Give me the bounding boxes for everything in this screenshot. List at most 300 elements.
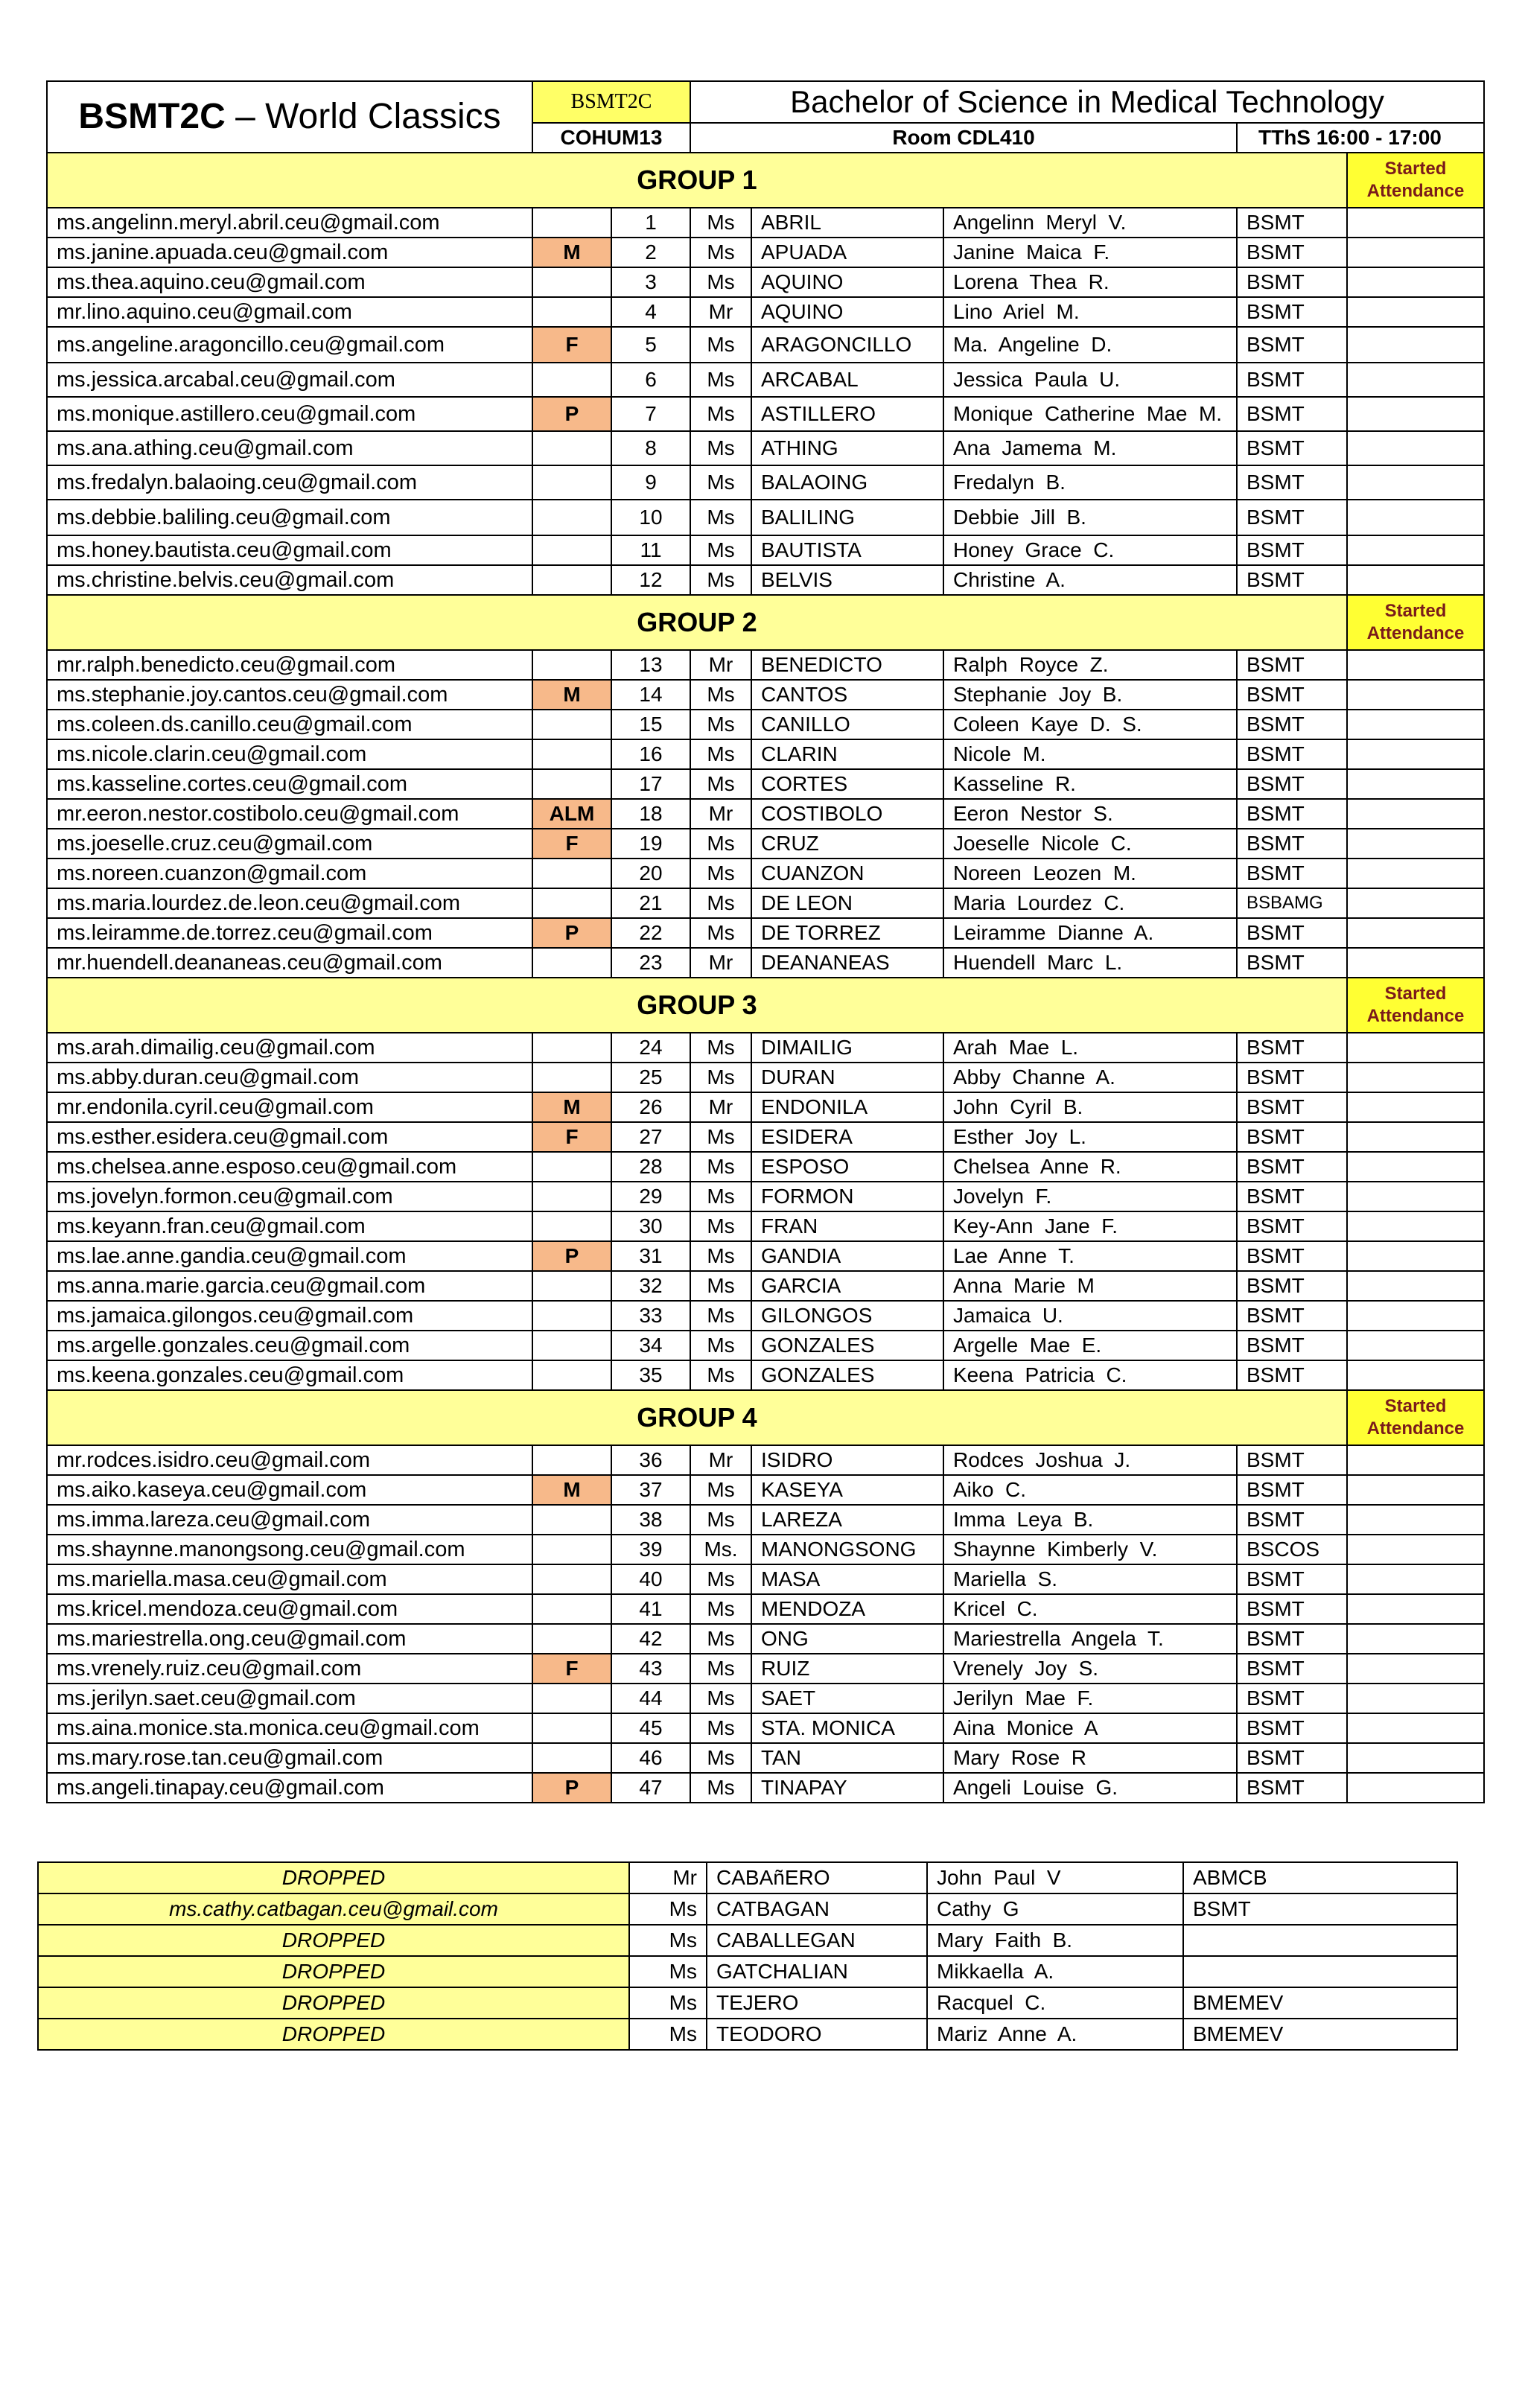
student-number: 13 bbox=[611, 650, 690, 680]
role-badge bbox=[532, 1535, 611, 1564]
student-row bbox=[47, 1331, 1484, 1360]
program-code: BSMT bbox=[1237, 1301, 1347, 1331]
student-row bbox=[47, 500, 1484, 535]
salutation: Ms bbox=[690, 327, 751, 363]
attendance-cell[interactable] bbox=[1347, 535, 1484, 565]
salutation: Ms bbox=[690, 1594, 751, 1624]
student-number: 26 bbox=[611, 1092, 690, 1122]
student-email[interactable]: ms.ana.athing.ceu@gmail.com bbox=[47, 431, 532, 465]
student-number: 44 bbox=[611, 1684, 690, 1713]
role-badge bbox=[532, 1743, 611, 1773]
attendance-cell[interactable] bbox=[1347, 650, 1484, 680]
salutation: Ms bbox=[690, 1654, 751, 1684]
first-name: Maria Lourdez C. bbox=[943, 888, 1237, 918]
first-name: Racquel C. bbox=[927, 1987, 1183, 2019]
last-name: AQUINO bbox=[751, 267, 943, 297]
first-name: Christine A. bbox=[943, 565, 1237, 595]
student-email[interactable]: mr.huendell.deananeas.ceu@gmail.com bbox=[47, 948, 532, 978]
student-number: 24 bbox=[611, 1033, 690, 1063]
first-name: Huendell Marc L. bbox=[943, 948, 1237, 978]
salutation: Ms bbox=[690, 1271, 751, 1301]
role-badge bbox=[532, 1564, 611, 1594]
attendance-cell[interactable] bbox=[1347, 829, 1484, 859]
group-header: GROUP 1 bbox=[47, 153, 1347, 208]
role-badge bbox=[532, 739, 611, 769]
first-name: Mariella S. bbox=[943, 1564, 1237, 1594]
student-number: 19 bbox=[611, 829, 690, 859]
salutation: Ms bbox=[690, 1122, 751, 1152]
salutation: Ms bbox=[690, 500, 751, 535]
attendance-cell[interactable] bbox=[1347, 1594, 1484, 1624]
first-name: Monique Catherine Mae M. bbox=[943, 397, 1237, 431]
first-name: Ralph Royce Z. bbox=[943, 650, 1237, 680]
first-name: Ma. Angeline D. bbox=[943, 327, 1237, 363]
salutation: Ms bbox=[690, 859, 751, 888]
dropped-students-table bbox=[37, 1861, 1458, 2051]
attendance-cell[interactable] bbox=[1347, 363, 1484, 397]
student-email[interactable]: ms.kasseline.cortes.ceu@gmail.com bbox=[47, 769, 532, 799]
student-email[interactable]: mr.ralph.benedicto.ceu@gmail.com bbox=[47, 650, 532, 680]
first-name: John Paul V bbox=[927, 1862, 1183, 1893]
salutation: Ms bbox=[690, 397, 751, 431]
attendance-cell[interactable] bbox=[1347, 327, 1484, 363]
salutation: Ms bbox=[690, 238, 751, 267]
student-email[interactable]: mr.eeron.nestor.costibolo.ceu@gmail.com bbox=[47, 799, 532, 829]
attendance-cell[interactable] bbox=[1347, 1241, 1484, 1271]
program-code: BSMT bbox=[1237, 1594, 1347, 1624]
student-email[interactable]: ms.argelle.gonzales.ceu@gmail.com bbox=[47, 1331, 532, 1360]
role-badge: M bbox=[532, 1475, 611, 1505]
student-row bbox=[47, 208, 1484, 238]
class-roster-table bbox=[46, 80, 1485, 1803]
first-name: Abby Channe A. bbox=[943, 1063, 1237, 1092]
student-row bbox=[47, 1271, 1484, 1301]
dropped-row bbox=[38, 1862, 1457, 1893]
program-title: Bachelor of Science in Medical Technology bbox=[690, 81, 1484, 123]
last-name: ARAGONCILLO bbox=[751, 327, 943, 363]
attendance-cell[interactable] bbox=[1347, 1360, 1484, 1390]
salutation: Mr bbox=[690, 1092, 751, 1122]
first-name: Mikkaella A. bbox=[927, 1956, 1183, 1987]
last-name: SAET bbox=[751, 1684, 943, 1713]
dropped-status: DROPPED bbox=[38, 2019, 629, 2050]
role-badge bbox=[532, 710, 611, 739]
last-name: ATHING bbox=[751, 431, 943, 465]
attendance-cell[interactable] bbox=[1347, 918, 1484, 948]
attendance-cell[interactable] bbox=[1347, 1445, 1484, 1475]
student-number: 43 bbox=[611, 1654, 690, 1684]
salutation: Mr bbox=[690, 1445, 751, 1475]
attendance-cell[interactable] bbox=[1347, 1033, 1484, 1063]
student-email[interactable]: ms.arah.dimailig.ceu@gmail.com bbox=[47, 1033, 532, 1063]
last-name: AQUINO bbox=[751, 297, 943, 327]
attendance-cell[interactable] bbox=[1347, 1684, 1484, 1713]
student-email[interactable]: ms.joeselle.cruz.ceu@gmail.com bbox=[47, 829, 532, 859]
last-name: BALAOING bbox=[751, 465, 943, 500]
student-row bbox=[47, 1360, 1484, 1390]
attendance-cell[interactable] bbox=[1347, 1271, 1484, 1301]
last-name: FORMON bbox=[751, 1182, 943, 1211]
role-badge bbox=[532, 1033, 611, 1063]
program-code: BSMT bbox=[1237, 1445, 1347, 1475]
student-number: 41 bbox=[611, 1594, 690, 1624]
student-email[interactable]: ms.abby.duran.ceu@gmail.com bbox=[47, 1063, 532, 1092]
student-email[interactable]: ms.janine.apuada.ceu@gmail.com bbox=[47, 238, 532, 267]
student-email[interactable]: ms.aina.monice.sta.monica.ceu@gmail.com bbox=[47, 1713, 532, 1743]
attendance-cell[interactable] bbox=[1347, 208, 1484, 238]
group-header: GROUP 3 bbox=[47, 978, 1347, 1033]
student-email[interactable]: ms.chelsea.anne.esposo.ceu@gmail.com bbox=[47, 1152, 532, 1182]
program-code: BSMT bbox=[1237, 948, 1347, 978]
student-row bbox=[47, 267, 1484, 297]
role-badge bbox=[532, 267, 611, 297]
student-number: 37 bbox=[611, 1475, 690, 1505]
student-row bbox=[47, 397, 1484, 431]
attendance-cell[interactable] bbox=[1347, 739, 1484, 769]
student-email[interactable]: ms.angelinn.meryl.abril.ceu@gmail.com bbox=[47, 208, 532, 238]
student-email[interactable]: ms.noreen.cuanzon@gmail.com bbox=[47, 859, 532, 888]
student-email[interactable]: ms.leiramme.de.torrez.ceu@gmail.com bbox=[47, 918, 532, 948]
role-badge bbox=[532, 465, 611, 500]
salutation: Ms. bbox=[690, 1535, 751, 1564]
program-code bbox=[1183, 1925, 1457, 1956]
student-email[interactable]: ms.imma.lareza.ceu@gmail.com bbox=[47, 1505, 532, 1535]
student-row bbox=[47, 1122, 1484, 1152]
attendance-cell[interactable] bbox=[1347, 267, 1484, 297]
first-name: Chelsea Anne R. bbox=[943, 1152, 1237, 1182]
attendance-cell[interactable] bbox=[1347, 1713, 1484, 1743]
student-row bbox=[47, 829, 1484, 859]
program-code: BSMT bbox=[1237, 918, 1347, 948]
attendance-cell[interactable] bbox=[1347, 431, 1484, 465]
attendance-cell[interactable] bbox=[1347, 680, 1484, 710]
last-name: CLARIN bbox=[751, 739, 943, 769]
student-email[interactable]: ms.debbie.baliling.ceu@gmail.com bbox=[47, 500, 532, 535]
role-badge bbox=[532, 363, 611, 397]
last-name: CANTOS bbox=[751, 680, 943, 710]
first-name: Coleen Kaye D. S. bbox=[943, 710, 1237, 739]
program-code: BSMT bbox=[1237, 799, 1347, 829]
student-row bbox=[47, 1241, 1484, 1271]
role-badge bbox=[532, 1505, 611, 1535]
student-row bbox=[47, 1684, 1484, 1713]
student-email[interactable]: ms.shaynne.manongsong.ceu@gmail.com bbox=[47, 1535, 532, 1564]
first-name: Key-Ann Jane F. bbox=[943, 1211, 1237, 1241]
student-email[interactable]: mr.lino.aquino.ceu@gmail.com bbox=[47, 297, 532, 327]
attendance-cell[interactable] bbox=[1347, 238, 1484, 267]
last-name: ASTILLERO bbox=[751, 397, 943, 431]
program-code: BSMT bbox=[1237, 769, 1347, 799]
last-name: ONG bbox=[751, 1624, 943, 1654]
attendance-cell[interactable] bbox=[1347, 397, 1484, 431]
student-number: 7 bbox=[611, 397, 690, 431]
first-name: Jamaica U. bbox=[943, 1301, 1237, 1331]
student-email[interactable]: ms.nicole.clarin.ceu@gmail.com bbox=[47, 739, 532, 769]
attendance-cell[interactable] bbox=[1347, 1301, 1484, 1331]
student-row bbox=[47, 465, 1484, 500]
attendance-cell[interactable] bbox=[1347, 1211, 1484, 1241]
first-name: Lae Anne T. bbox=[943, 1241, 1237, 1271]
first-name: Shaynne Kimberly V. bbox=[943, 1535, 1237, 1564]
attendance-cell[interactable] bbox=[1347, 1564, 1484, 1594]
salutation: Ms bbox=[690, 208, 751, 238]
last-name: MASA bbox=[751, 1564, 943, 1594]
first-name: John Cyril B. bbox=[943, 1092, 1237, 1122]
student-number: 22 bbox=[611, 918, 690, 948]
first-name: Mariestrella Angela T. bbox=[943, 1624, 1237, 1654]
program-code: BSMT bbox=[1237, 363, 1347, 397]
attendance-cell[interactable] bbox=[1347, 1654, 1484, 1684]
student-number: 18 bbox=[611, 799, 690, 829]
program-code: BSMT bbox=[1237, 397, 1347, 431]
student-email[interactable]: ms.kricel.mendoza.ceu@gmail.com bbox=[47, 1594, 532, 1624]
attendance-cell[interactable] bbox=[1347, 297, 1484, 327]
student-row bbox=[47, 1092, 1484, 1122]
last-name: ENDONILA bbox=[751, 1092, 943, 1122]
student-row bbox=[47, 535, 1484, 565]
salutation: Ms bbox=[690, 1331, 751, 1360]
student-number: 10 bbox=[611, 500, 690, 535]
salutation: Ms bbox=[690, 1211, 751, 1241]
student-email[interactable]: ms.honey.bautista.ceu@gmail.com bbox=[47, 535, 532, 565]
last-name: TAN bbox=[751, 1743, 943, 1773]
role-badge bbox=[532, 1684, 611, 1713]
last-name: TINAPAY bbox=[751, 1773, 943, 1803]
student-email[interactable]: ms.angeline.aragoncillo.ceu@gmail.com bbox=[47, 327, 532, 363]
student-email[interactable]: ms.jerilyn.saet.ceu@gmail.com bbox=[47, 1684, 532, 1713]
student-row bbox=[47, 238, 1484, 267]
role-badge bbox=[532, 297, 611, 327]
student-row bbox=[47, 859, 1484, 888]
student-row bbox=[47, 1594, 1484, 1624]
role-badge bbox=[532, 565, 611, 595]
dropped-row bbox=[38, 1893, 1457, 1925]
attendance-cell[interactable] bbox=[1347, 769, 1484, 799]
attendance-cell[interactable] bbox=[1347, 565, 1484, 595]
last-name: DE LEON bbox=[751, 888, 943, 918]
student-row bbox=[47, 327, 1484, 363]
attendance-cell[interactable] bbox=[1347, 465, 1484, 500]
student-email[interactable]: ms.fredalyn.balaoing.ceu@gmail.com bbox=[47, 465, 532, 500]
student-email[interactable]: mr.rodces.isidro.ceu@gmail.com bbox=[47, 1445, 532, 1475]
attendance-cell[interactable] bbox=[1347, 710, 1484, 739]
attendance-cell[interactable] bbox=[1347, 1331, 1484, 1360]
program-code: BSMT bbox=[1237, 327, 1347, 363]
page-title: BSMT2C – World Classics bbox=[47, 81, 532, 153]
salutation: Ms bbox=[690, 1475, 751, 1505]
last-name: GONZALES bbox=[751, 1331, 943, 1360]
last-name: ARCABAL bbox=[751, 363, 943, 397]
first-name: Rodces Joshua J. bbox=[943, 1445, 1237, 1475]
first-name: Janine Maica F. bbox=[943, 238, 1237, 267]
attendance-cell[interactable] bbox=[1347, 1743, 1484, 1773]
program-code: BSCOS bbox=[1237, 1535, 1347, 1564]
first-name: Stephanie Joy B. bbox=[943, 680, 1237, 710]
student-row bbox=[47, 1063, 1484, 1092]
role-badge: M bbox=[532, 238, 611, 267]
attendance-cell[interactable] bbox=[1347, 1063, 1484, 1092]
student-email[interactable]: ms.keena.gonzales.ceu@gmail.com bbox=[47, 1360, 532, 1390]
program-code: BMEMEV bbox=[1183, 1987, 1457, 2019]
first-name: Leiramme Dianne A. bbox=[943, 918, 1237, 948]
salutation: Ms bbox=[690, 1033, 751, 1063]
student-email[interactable]: ms.aiko.kaseya.ceu@gmail.com bbox=[47, 1475, 532, 1505]
room: Room CDL410 bbox=[690, 123, 1237, 153]
student-row bbox=[47, 1445, 1484, 1475]
student-row bbox=[47, 680, 1484, 710]
group-header: GROUP 4 bbox=[47, 1390, 1347, 1445]
salutation: Ms bbox=[690, 918, 751, 948]
role-badge bbox=[532, 1445, 611, 1475]
student-number: 38 bbox=[611, 1505, 690, 1535]
first-name: Angelinn Meryl V. bbox=[943, 208, 1237, 238]
student-number: 35 bbox=[611, 1360, 690, 1390]
salutation: Ms bbox=[690, 535, 751, 565]
attendance-cell[interactable] bbox=[1347, 799, 1484, 829]
last-name: ISIDRO bbox=[751, 1445, 943, 1475]
student-number: 40 bbox=[611, 1564, 690, 1594]
student-number: 25 bbox=[611, 1063, 690, 1092]
attendance-cell[interactable] bbox=[1347, 1122, 1484, 1152]
program-code: BSMT bbox=[1237, 297, 1347, 327]
student-row bbox=[47, 710, 1484, 739]
student-row bbox=[47, 739, 1484, 769]
attendance-cell[interactable] bbox=[1347, 888, 1484, 918]
first-name: Arah Mae L. bbox=[943, 1033, 1237, 1063]
attendance-cell[interactable] bbox=[1347, 500, 1484, 535]
role-badge: P bbox=[532, 918, 611, 948]
attendance-cell[interactable] bbox=[1347, 1535, 1484, 1564]
role-badge bbox=[532, 535, 611, 565]
program-code: BSMT bbox=[1237, 1743, 1347, 1773]
program-code: ABMCB bbox=[1183, 1862, 1457, 1893]
program-code: BSMT bbox=[1237, 710, 1347, 739]
last-name: BENEDICTO bbox=[751, 650, 943, 680]
last-name: ABRIL bbox=[751, 208, 943, 238]
role-badge: F bbox=[532, 1654, 611, 1684]
salutation: Ms bbox=[690, 565, 751, 595]
student-email[interactable]: ms.lae.anne.gandia.ceu@gmail.com bbox=[47, 1241, 532, 1271]
attendance-cell[interactable] bbox=[1347, 1092, 1484, 1122]
dropped-row bbox=[38, 2019, 1457, 2050]
last-name: ESPOSO bbox=[751, 1152, 943, 1182]
first-name: Anna Marie M bbox=[943, 1271, 1237, 1301]
program-code: BSMT bbox=[1237, 859, 1347, 888]
section-code: BSMT2C bbox=[532, 81, 690, 123]
attendance-cell[interactable] bbox=[1347, 1475, 1484, 1505]
started-attendance-label: Started Attendance bbox=[1347, 978, 1484, 1033]
attendance-cell[interactable] bbox=[1347, 1624, 1484, 1654]
dropped-status: DROPPED bbox=[38, 1862, 629, 1893]
role-badge bbox=[532, 1211, 611, 1241]
attendance-cell[interactable] bbox=[1347, 1505, 1484, 1535]
student-email[interactable]: mr.endonila.cyril.ceu@gmail.com bbox=[47, 1092, 532, 1122]
last-name: MENDOZA bbox=[751, 1594, 943, 1624]
student-email[interactable]: ms.keyann.fran.ceu@gmail.com bbox=[47, 1211, 532, 1241]
dropped-row bbox=[38, 1925, 1457, 1956]
first-name: Nicole M. bbox=[943, 739, 1237, 769]
student-email[interactable]: ms.jovelyn.formon.ceu@gmail.com bbox=[47, 1182, 532, 1211]
student-email[interactable]: ms.christine.belvis.ceu@gmail.com bbox=[47, 565, 532, 595]
program-code: BSMT bbox=[1237, 1152, 1347, 1182]
student-email[interactable]: ms.anna.marie.garcia.ceu@gmail.com bbox=[47, 1271, 532, 1301]
last-name: CABAñERO bbox=[707, 1862, 927, 1893]
program-code: BSMT bbox=[1237, 1331, 1347, 1360]
attendance-cell[interactable] bbox=[1347, 1773, 1484, 1803]
attendance-cell[interactable] bbox=[1347, 1182, 1484, 1211]
student-email[interactable]: ms.mariestrella.ong.ceu@gmail.com bbox=[47, 1624, 532, 1654]
student-email[interactable]: ms.thea.aquino.ceu@gmail.com bbox=[47, 267, 532, 297]
salutation: Ms bbox=[690, 431, 751, 465]
salutation: Ms bbox=[690, 829, 751, 859]
last-name: DURAN bbox=[751, 1063, 943, 1092]
first-name: Mary Faith B. bbox=[927, 1925, 1183, 1956]
student-number: 1 bbox=[611, 208, 690, 238]
salutation: Ms bbox=[629, 1987, 707, 2019]
program-code: BSMT bbox=[1237, 267, 1347, 297]
student-number: 16 bbox=[611, 739, 690, 769]
role-badge bbox=[532, 1152, 611, 1182]
first-name: Imma Leya B. bbox=[943, 1505, 1237, 1535]
student-row bbox=[47, 948, 1484, 978]
student-number: 2 bbox=[611, 238, 690, 267]
student-email[interactable]: ms.mariella.masa.ceu@gmail.com bbox=[47, 1564, 532, 1594]
role-badge: ALM bbox=[532, 799, 611, 829]
student-email[interactable]: ms.jessica.arcabal.ceu@gmail.com bbox=[47, 363, 532, 397]
attendance-cell[interactable] bbox=[1347, 859, 1484, 888]
student-number: 34 bbox=[611, 1331, 690, 1360]
started-attendance-label: Started Attendance bbox=[1347, 153, 1484, 208]
program-code: BSMT bbox=[1237, 1684, 1347, 1713]
program-code: BSMT bbox=[1183, 1893, 1457, 1925]
student-email[interactable]: ms.angeli.tinapay.ceu@gmail.com bbox=[47, 1773, 532, 1803]
role-badge bbox=[532, 650, 611, 680]
schedule: TThS 16:00 - 17:00 bbox=[1237, 123, 1484, 153]
student-email[interactable]: ms.monique.astillero.ceu@gmail.com bbox=[47, 397, 532, 431]
student-email[interactable]: ms.stephanie.joy.cantos.ceu@gmail.com bbox=[47, 680, 532, 710]
attendance-cell[interactable] bbox=[1347, 1152, 1484, 1182]
student-number: 5 bbox=[611, 327, 690, 363]
program-code: BMEMEV bbox=[1183, 2019, 1457, 2050]
program-code: BSMT bbox=[1237, 1122, 1347, 1152]
student-row bbox=[47, 888, 1484, 918]
student-row bbox=[47, 1182, 1484, 1211]
program-code: BSMT bbox=[1237, 1624, 1347, 1654]
last-name: DE TORREZ bbox=[751, 918, 943, 948]
student-number: 45 bbox=[611, 1713, 690, 1743]
role-badge bbox=[532, 859, 611, 888]
salutation: Ms bbox=[690, 1241, 751, 1271]
attendance-cell[interactable] bbox=[1347, 948, 1484, 978]
student-email[interactable]: ms.maria.lourdez.de.leon.ceu@gmail.com bbox=[47, 888, 532, 918]
student-number: 36 bbox=[611, 1445, 690, 1475]
student-email[interactable]: ms.vrenely.ruiz.ceu@gmail.com bbox=[47, 1654, 532, 1684]
student-email[interactable]: ms.mary.rose.tan.ceu@gmail.com bbox=[47, 1743, 532, 1773]
student-number: 11 bbox=[611, 535, 690, 565]
student-email[interactable]: ms.esther.esidera.ceu@gmail.com bbox=[47, 1122, 532, 1152]
dropped-row bbox=[38, 1987, 1457, 2019]
first-name: Jovelyn F. bbox=[943, 1182, 1237, 1211]
first-name: Argelle Mae E. bbox=[943, 1331, 1237, 1360]
role-badge bbox=[532, 1063, 611, 1092]
role-badge: P bbox=[532, 1241, 611, 1271]
program-code: BSMT bbox=[1237, 565, 1347, 595]
salutation: Mr bbox=[629, 1862, 707, 1893]
program-code: BSMT bbox=[1237, 465, 1347, 500]
student-email[interactable]: ms.jamaica.gilongos.ceu@gmail.com bbox=[47, 1301, 532, 1331]
role-badge bbox=[532, 888, 611, 918]
student-email[interactable]: ms.coleen.ds.canillo.ceu@gmail.com bbox=[47, 710, 532, 739]
